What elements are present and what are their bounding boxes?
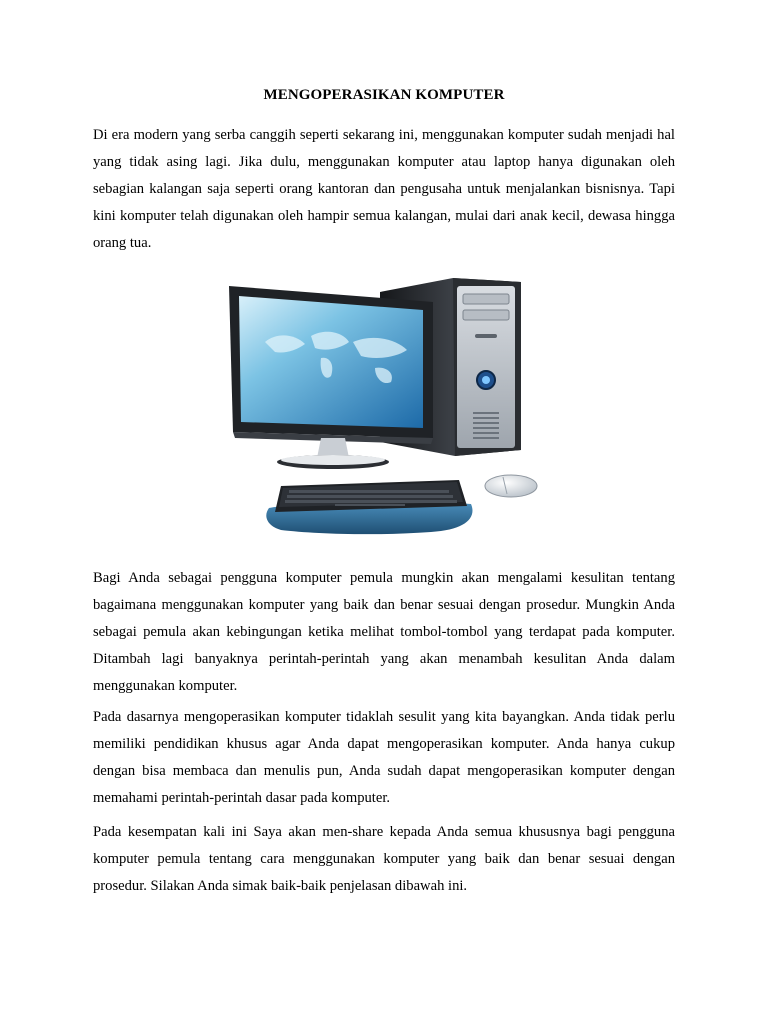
paragraph-intro: Di era modern yang serba canggih seperti sekarang ini, menggunakan komputer sudah menjadi hal yang tidak asing lagi. Jika dulu, menggunakan komputer atau laptop hanya digunakan oleh sebagian kalangan saja seperti orang kantoran dan pengusaha untuk menjalankan bisnisnya. Tapi kini komputer telah digunakan oleh hampir semua kalangan, mulai dari anak kecil, dewasa hingga orang tua. <box>93 127 675 251</box>
document-title: MENGOPERASIKAN KOMPUTER <box>263 87 505 103</box>
paragraph-closing: Pada kesempatan kali ini Saya akan men-share kepada Anda semua khususnya bagi pengguna komputer pemula tentang cara menggunakan komputer yang baik dan benar sesuai dengan prosedur. Silakan Anda simak baik-baik penjelasan dibawah ini. <box>93 824 675 894</box>
paragraph-beginner: Bagi Anda sebagai pengguna komputer pemula mungkin akan mengalami kesulitan tentang bagaimana menggunakan komputer yang baik dan benar sesuai dengan prosedur. Mungkin Anda sebagai pemula akan kebingungan ketika melihat tombol-tombol yang terdapat pada komputer. Ditambah lagi banyaknya perintah-perintah yang akan menambah kesulitan Anda dalam menggunakan komputer. <box>93 570 675 694</box>
monitor <box>229 286 433 469</box>
computer-illustration <box>225 272 545 542</box>
desktop-computer-icon <box>225 272 545 542</box>
paragraph-basics: Pada dasarnya mengoperasikan komputer tidaklah sesulit yang kita bayangkan. Anda tidak perlu memiliki pendidikan khusus agar Anda dapat mengoperasikan komputer. Anda hanya cukup dengan bisa membaca dan menulis pun, Anda sudah dapat mengoperasikan komputer dengan memahami perintah-perintah dasar pada komputer. <box>93 709 675 806</box>
keyboard <box>266 480 472 534</box>
mouse <box>485 475 537 497</box>
